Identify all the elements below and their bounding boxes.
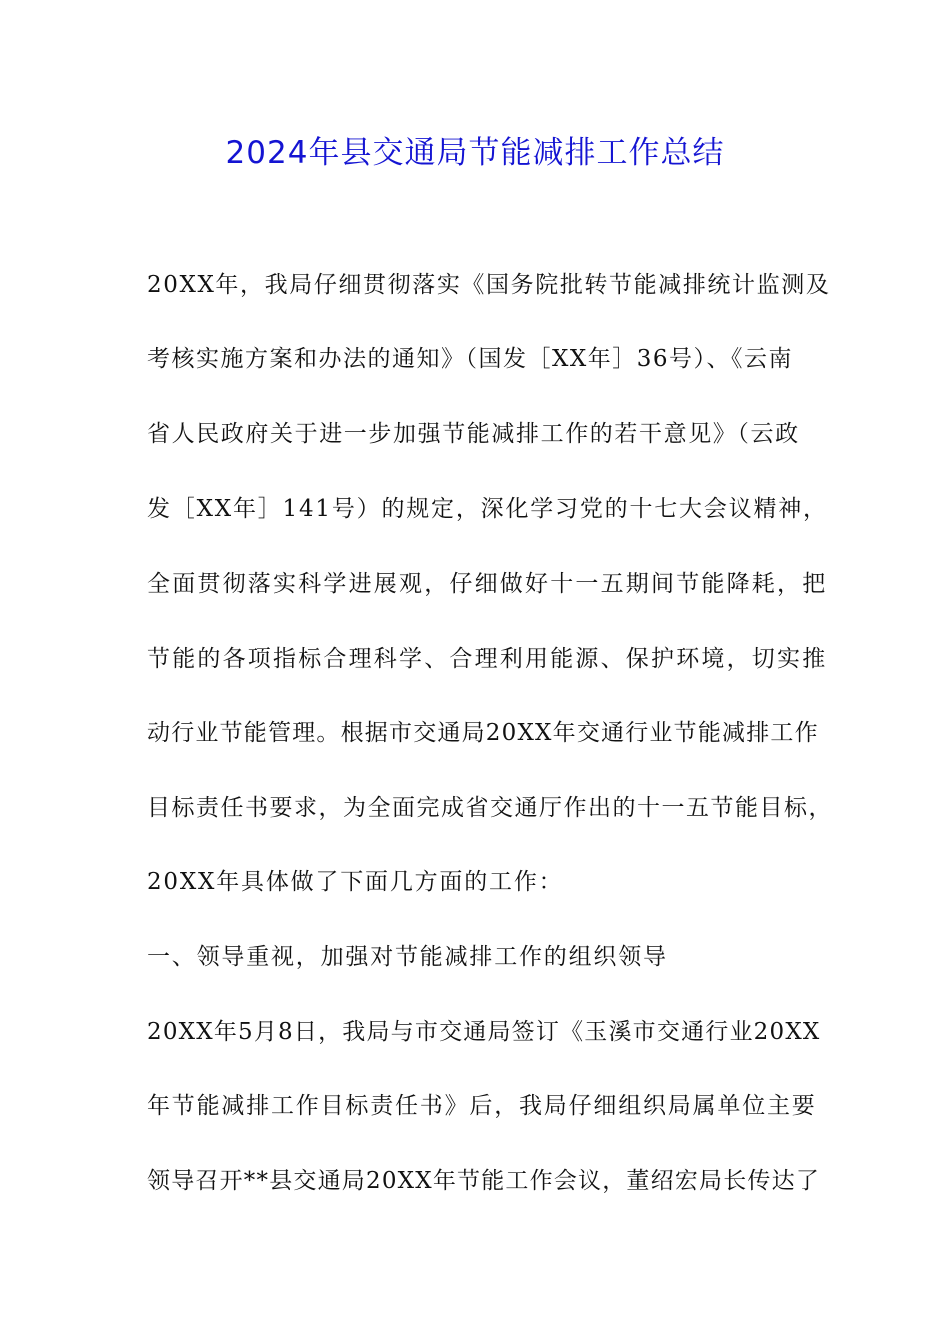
document-title: 2024年县交通局节能减排工作总结 (225, 135, 725, 171)
body-line: 动行业节能管理。根据市交通局20XX年交通行业节能减排工作 (147, 720, 819, 746)
body-line: 年节能减排工作目标责任书》后，我局仔细组织局属单位主要 (147, 1093, 817, 1119)
body-line: 目标责任书要求，为全面完成省交通厅作出的十一五节能目标， (147, 795, 833, 821)
body-line: 省人民政府关于进一步加强节能减排工作的若干意见》（云政 (147, 421, 800, 447)
body-line: 考核实施方案和办法的通知》（国发［XX年］36号）、《云南 (147, 346, 794, 372)
section-heading: 一、领导重视，加强对节能减排工作的组织领导 (147, 944, 668, 970)
body-line: 20XX年5月8日，我局与市交通局签订《玉溪市交通行业20XX (147, 1019, 821, 1045)
body-line: 全面贯彻落实科学进展观，仔细做好十一五期间节能降耗，把 (147, 571, 828, 597)
body-line: 20XX年具体做了下面几方面的工作： (147, 869, 564, 895)
body-line: 发［XX年］141号）的规定，深化学习党的十七大会议精神， (147, 496, 828, 522)
body-line: 节能的各项指标合理科学、合理利用能源、保护环境，切实推 (147, 646, 828, 672)
body-line: 领导召开**县交通局20XX年节能工作会议，董绍宏局长传达了 (147, 1168, 821, 1194)
body-line: 20XX年，我局仔细贯彻落实《国务院批转节能减排统计监测及 (147, 272, 831, 298)
